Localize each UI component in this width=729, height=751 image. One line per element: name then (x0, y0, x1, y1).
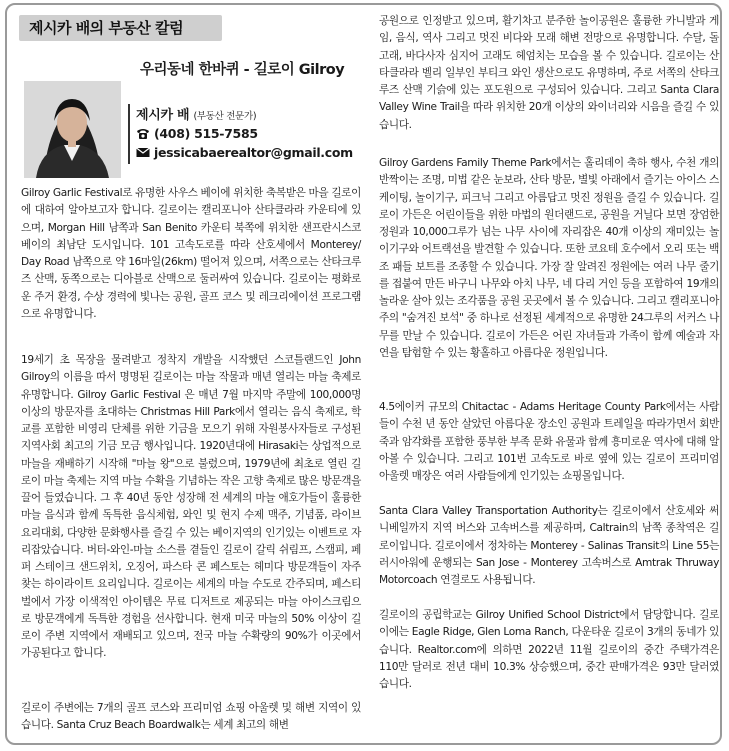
email-line (136, 145, 353, 160)
author-role: (부동산 전문가) (193, 111, 257, 122)
left-paragraph-2: 19세기 초 목장을 물려받고 정착지 개발을 시작했던 스코틀랜드인 John Gilroy의 이름을 따서 명명된 길로이는 마늘 작물과 매년 열리는 마늘 축제로 유명합니다. Gilroy Garlic Festival 은 매년 7월 마지막 주말에 100,000명 이상의 방문자를 초대하는 Christmas Hill Park에서 열리는 음식 축제로, 학교를 포함한 비영리 단체를 위한 기금을 모으기 위해 자원봉사자들로 구성된 지역사회 최고의 기금 모금 행사입니다. 1920년대에 Hirasaki는 상업적으로 마늘을 재배하기 시작해 "마늘 왕"으로 불렸으며, 1979년에 최초로 열린 길로이 마늘 축제는 지역 마늘 수확을 기념하는 작은 고향 축제로 많은 방문객을 끌어 들였습니다. 그 후 40년 동안 성장해 전 세계의 마늘 애호가들이 훌륭한 마늘 음식과 함께 독특한 음식체험, 와인 및 현지 수제 맥주, 기념품, 라이브 요리대회, 다양한 문화행사를 즐길 수 있는 베이지역의 인기있는 이벤트로 자리잡았습니다. 버터-와인-마늘 소스를 곁들인 길로이 갈릭 쉬림프, 스캠피, 페퍼 스테이크 샌드위치, 오징어, 파스타 콘 페스토는 헤미다 방문객들이 자주 찾는 하이라이트 요리입니다. 길로이는 세계의 마늘 수도로 간주되며, 페스티벌에서 가장 이색적인 아이템은 무료 디저트로 제공되는 마늘 아이스크림으로 방문객에게 독특한 경험을 선사합니다. 현재 미국 마늘의 50% 이상이 길로이 주변 지역에서 재배되고 있으며, 전국 마늘 수확량의 90%가 이곳에서 가공된다고 합니다. (21, 354, 361, 660)
article-subheadline: 우리동네 한바퀴 - 길로이 Gilroy (140, 62, 345, 78)
author-name-line (136, 104, 353, 123)
author-portrait-image (24, 81, 121, 178)
left-paragraph-3: 길로이 주변에는 7개의 골프 코스와 프리미엄 쇼핑 아울렛 및 해변 지역이 있습니다. Santa Cruz Beach Boardwalk는 세계 최고의 해변 (21, 702, 361, 732)
right-paragraph-3: 4.5에이커 규모의 Chitactac - Adams Heritage County Park에서는 사람들이 수천 년 동안 살았던 아름다운 장소인 공원과 트레일을 따라가면서 회반죽과 암각화를 포함한 풍부한 부족 문화 유물과 함께 흥미로운 역사에 대해 알아볼 수 있습니다. 그리고 101번 고속도로 바로 옆에 있는 길로이 프리미엄 아울렛 매장은 여러 사람들에게 인기있는 쇼핑몰입니다. (379, 401, 719, 482)
phone-icon (136, 128, 150, 140)
author-photo (24, 81, 121, 178)
right-paragraph-1: 공원으로 인정받고 있으며, 활기차고 분주한 놀이공원은 훌륭한 카니발과 게임, 음식, 역사 그리고 멋진 비다와 모래 해변 전망으로 유명합니다. 수달, 돌고래, 바다사자 심지어 고래도 헤엄치는 모습을 볼 수 있습니다. 길로이는 산타클라라 벨리 일부인 부티크 와인 생산으로도 유명하며, 주로 서쪽의 산타크루즈 산맥 기슭에 있는 포도원으로 구성되어 있습니다. 그리고 Santa Clara Valley Wine Trail을 따라 위치한 20개 이상의 와이너리와 시음을 즐길 수 있습니다. (379, 15, 719, 131)
author-phone[interactable]: (408) 515-7585 (154, 126, 258, 141)
article-frame (5, 3, 722, 745)
right-paragraph-4: Santa Clara Valley Transportation Authority는 길로이에서 산호세와 써니베일까지 지역 버스와 고속버스를 제공하며, Caltrain의 남쪽 종착역은 길로이입니다. 길로이에서 정차하는 Monterey - Salinas Transit의 Line 55는 러시아워에 운행되는 San Jose - Monterey 고속버스로 Amtrak Thruway Motorcoach 연결로도 사용됩니다. (379, 505, 719, 586)
author-name: 제시카 배 (136, 108, 190, 123)
right-paragraph-5: 길로이의 공립학교는 Gilroy Unified School District에서 담당합니다. 길로이에는 Eagle Ridge, Glen Loma Ranch, 다운타운 길로이 3개의 동네가 있습니다. Realtor.com에 의하면 2022년 11월 길로이의 중간 주택가격은 110만 달러로 전년 대비 10.3% 상승했으며, 중간 판매가격은 93만 달러였습니다. (379, 609, 719, 690)
left-paragraph-1: Gilroy Garlic Festival로 유명한 사우스 베이에 위치한 축복받은 마을 길로이에 대하여 알아보고자 합니다. 길로이는 캘리포니아 산타클라라 카운티에 있으며, Morgan Hill 남쪽과 San Benito 카운티 북쪽에 위치한 샌프란시스코 베이의 최남단 도시입니다. 101 고속도로를 따라 산호세에서 Monterey/ Day Road 남쪽으로 약 16마일(26km) 떨어져 있으며, 서쪽으로는 산타크루즈 산맥, 동쪽으로는 디아블로 산맥으로 둘러싸여 있습니다. 길로이는 평화로운 주거 환경, 수상 경력에 빛나는 공원, 골프 코스 및 레크리에이션 프로그램으로 유명합니다. (21, 187, 361, 320)
column-title: 제시카 배의 부동산 칼럼 (29, 19, 184, 37)
phone-line (136, 126, 353, 141)
envelope-icon (136, 147, 150, 158)
right-paragraph-2: Gilroy Gardens Family Theme Park에서는 홀리데이 축하 행사, 수천 개의 반짝이는 조명, 미법 같은 눈보라, 산타 방문, 별빛 아래에서 즐기는 아이스 스케이팅, 놀이기구, 피크닉 그리고 아름답고 멋진 정원을 즐길 수 있습니다. 길로이 가든은 어린이들을 위한 마법의 원더랜드로, 공원을 거닐다 보면 장엄한 정원과 10,000그루가 넘는 나무 사이에 자리잡은 40개 이상의 재미있는 놀이기구와 어트랙션을 발견할 수 있습니다. 또한 코요테 호수에서 오리 또는 백조 패들 보트를 조종할 수 있습니다. 가장 잘 알려진 정원에는 여러 나무 줄기를 접붙여 만든 바구니 나무와 아치 나무, 네 다리 거인 등을 포함하여 19개의 놀라운 살아 있는 조각품을 공원 곳곳에서 볼 수 있습니다. 그리고 캘리포니아 주의 "숨겨진 보석" 중 하나로 선정된 세계적으로 유명한 24그루의 서커스 나무를 만날 수 있습니다. 길로이 가든은 어린 자녀들과 가족이 함께 예술과 자연을 탐험할 수 있는 황홀하고 아름다운 정원입니다. (379, 157, 719, 359)
author-info (128, 104, 353, 164)
author-email[interactable]: jessicabaerealtor@gmail.com (154, 145, 353, 160)
